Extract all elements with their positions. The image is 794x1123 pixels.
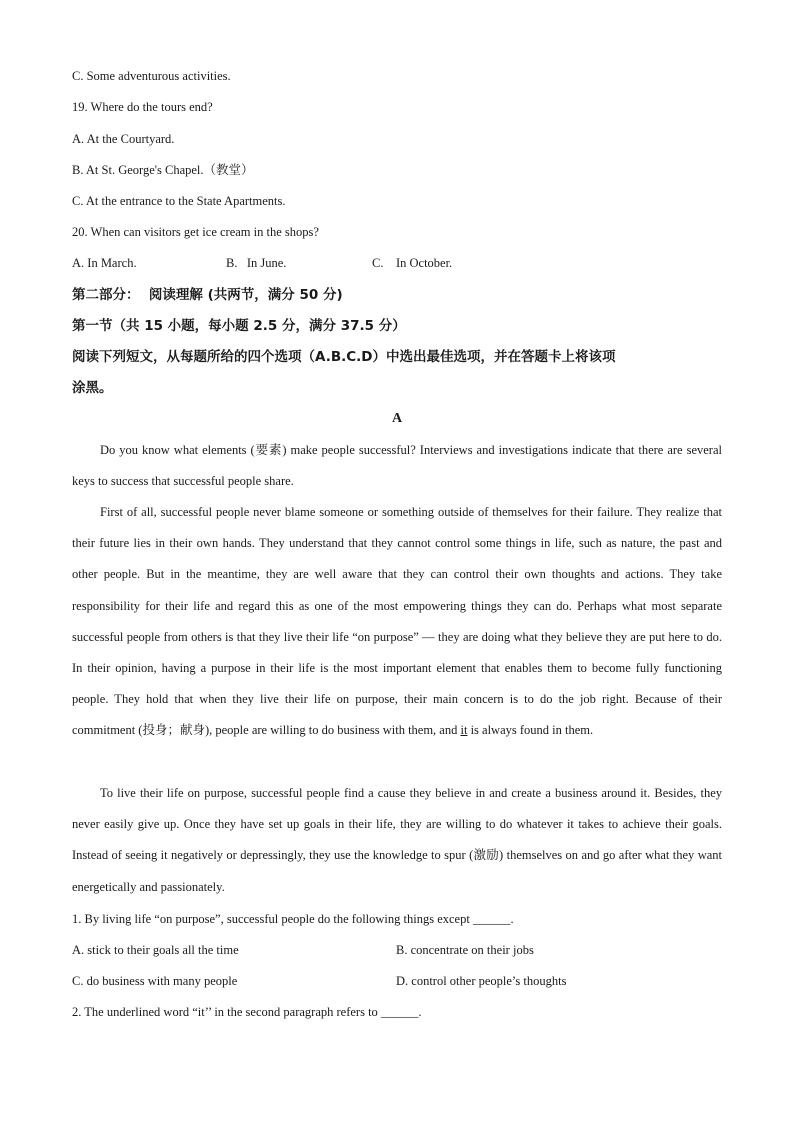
- q20-question: 20. When can visitors get ice cream in the shops?: [72, 225, 319, 239]
- passage-paragraph-3: To live their life on purpose, successful people find a cause they believe in and create a business around it. Besides, they never easily give up. Once they have set up goals in their life, they are willing to do whatever it takes to achieve their goals. Instead of seeing it negatively or depressingly, they use the knowledge to spur (激励) themselves on and go after what they want energetically and passionately.: [72, 786, 722, 894]
- q20-option-c: C. In October.: [372, 256, 453, 270]
- q1-option-a: A. stick to their goals all the time: [72, 943, 239, 957]
- passage-title: A: [391, 411, 403, 426]
- q1-question: 1. By living life “on purpose”, successful people do the following things except ______.: [72, 912, 514, 926]
- q19-option-a: A. At the Courtyard.: [72, 132, 175, 146]
- instruction-line-2: 涂黑。: [72, 380, 113, 396]
- section1-heading: 第一节（共 15 小题，每小题 2.5 分，满分 37.5 分）: [72, 318, 406, 334]
- passage-paragraph-1: Do you know what elements (要素) make people successful? Interviews and investigations indicate that there are several keys to success that successful people share.: [72, 443, 722, 489]
- q1-option-d: D. control other people’s thoughts: [396, 974, 567, 988]
- q1-option-c: C. do business with many people: [72, 974, 238, 988]
- paragraph-2-tail: is always found in them.: [467, 723, 594, 738]
- q19-option-c: C. At the entrance to the State Apartments.: [72, 194, 286, 208]
- q20-option-a: A. In March.: [72, 256, 137, 270]
- underlined-word-it: it: [460, 723, 468, 738]
- q1-option-b: B. concentrate on their jobs: [396, 943, 534, 957]
- q20-option-b: B. In June.: [226, 256, 287, 270]
- passage-paragraph-2: [72, 497, 722, 747]
- part2-heading: 第二部分： 阅读理解 (共两节，满分 50 分): [72, 287, 343, 303]
- q19-question: 19. Where do the tours end?: [72, 100, 213, 114]
- q2-question: 2. The underlined word “it’’ in the second paragraph refers to ______.: [72, 1005, 422, 1019]
- q19-option-b: B. At St. George's Chapel.（教堂）: [72, 163, 254, 177]
- instruction-line-1: 阅读下列短文，从每题所给的四个选项（A.B.C.D）中选出最佳选项，并在答题卡上将该项: [72, 349, 616, 365]
- paragraph-2-text: First of all, successful people never blame someone or something outside of themselves for their failure. They realize that their future lies in their own hands. They understand that they cannot control some things in life, such as nature, the past and other people. But in the meantime, they are well aware that they can control their own thoughts and actions. They take responsibility for their life and regard this as one of the most empowering things they can do. Perhaps what most separate successful people from others is that they live their life “on purpose” — they are doing what they believe they are put here to do. In their opinion, having a purpose in their life is the most important element that enables them to become fully functioning people. They hold that when they live their life on purpose, their main concern is to do the job right. Because of their commitment (投身；献身), people are willing to do business with them, and: [72, 505, 722, 738]
- q18-option-c: C. Some adventurous activities.: [72, 69, 231, 83]
